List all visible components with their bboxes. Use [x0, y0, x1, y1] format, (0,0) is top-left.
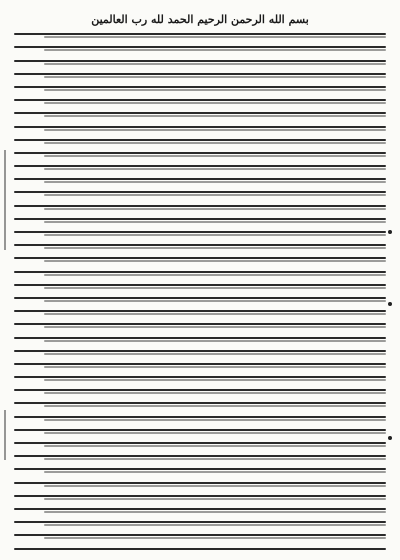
manuscript-line: [14, 107, 386, 119]
manuscript-line: [14, 490, 386, 502]
handwriting-stroke: [14, 41, 386, 53]
handwriting-stroke: [14, 28, 386, 40]
manuscript-line: [14, 424, 386, 436]
handwriting-stroke: [14, 411, 386, 423]
handwriting-stroke: [14, 81, 386, 93]
handwriting-stroke: [14, 397, 386, 409]
manuscript-line: [14, 200, 386, 212]
handwriting-stroke: [14, 239, 386, 251]
handwriting-stroke: [14, 305, 386, 317]
manuscript-line: [14, 332, 386, 344]
margin-mark: [388, 302, 392, 306]
manuscript-line: [14, 94, 386, 106]
handwriting-stroke: [14, 384, 386, 396]
manuscript-line: [14, 371, 386, 383]
manuscript-line: [14, 28, 386, 40]
manuscript-line: [14, 252, 386, 264]
handwriting-stroke: [14, 107, 386, 119]
manuscript-line: [14, 147, 386, 159]
manuscript-line: [14, 186, 386, 198]
handwriting-stroke: [14, 332, 386, 344]
handwriting-stroke: [14, 437, 386, 449]
manuscript-line: [14, 345, 386, 357]
margin-mark: [388, 436, 392, 440]
manuscript-line: [14, 477, 386, 489]
handwriting-stroke: [14, 266, 386, 278]
margin-mark: [388, 230, 392, 234]
handwriting-stroke: [14, 477, 386, 489]
manuscript-line: [14, 213, 386, 225]
manuscript-line: [14, 529, 386, 541]
handwriting-stroke: [14, 147, 386, 159]
handwriting-stroke: [14, 371, 386, 383]
manuscript-line: [14, 292, 386, 304]
manuscript-line: [14, 358, 386, 370]
manuscript-line: [14, 463, 386, 475]
handwriting-stroke: [14, 94, 386, 106]
handwriting-stroke: [14, 55, 386, 67]
handwriting-stroke: [14, 279, 386, 291]
manuscript-line: [14, 160, 386, 172]
manuscript-line: [14, 279, 386, 291]
handwriting-stroke: [14, 68, 386, 80]
handwriting-stroke: [14, 252, 386, 264]
handwriting-stroke: [14, 529, 386, 541]
handwriting-stroke: [14, 121, 386, 133]
manuscript-line: [14, 81, 386, 93]
handwriting-stroke: [14, 503, 386, 515]
handwriting-stroke: [14, 490, 386, 502]
manuscript-line: [14, 318, 386, 330]
manuscript-heading-line: بسم الله الرحمن الرحيم الحمد لله رب العالمين: [91, 13, 309, 26]
handwriting-stroke: [14, 200, 386, 212]
manuscript-line: [14, 134, 386, 146]
manuscript-line: [14, 239, 386, 251]
handwriting-stroke: [14, 463, 386, 475]
handwriting-stroke: [14, 424, 386, 436]
manuscript-line: [14, 305, 386, 317]
manuscript-line: [14, 384, 386, 396]
manuscript-line: [14, 173, 386, 185]
handwriting-stroke: [14, 226, 386, 238]
handwriting-stroke: [14, 213, 386, 225]
handwriting-stroke: [14, 186, 386, 198]
handwriting-stroke: [14, 450, 386, 462]
handwriting-stroke: [14, 134, 386, 146]
manuscript-line: [14, 41, 386, 53]
handwriting-stroke: [14, 318, 386, 330]
handwriting-stroke: [14, 292, 386, 304]
manuscript-line: [14, 503, 386, 515]
manuscript-line: [14, 450, 386, 462]
manuscript-line: [14, 437, 386, 449]
manuscript-line: [14, 55, 386, 67]
manuscript-text: [14, 12, 386, 550]
manuscript-line: [14, 543, 386, 551]
manuscript-line: [14, 411, 386, 423]
manuscript-line: [14, 516, 386, 528]
manuscript-line: [14, 226, 386, 238]
manuscript-line: [14, 68, 386, 80]
handwriting-stroke: [14, 543, 386, 551]
handwriting-stroke: [14, 160, 386, 172]
handwriting-stroke: [14, 173, 386, 185]
handwriting-stroke: [14, 516, 386, 528]
manuscript-line: [14, 397, 386, 409]
handwriting-stroke: [14, 358, 386, 370]
manuscript-line: [14, 121, 386, 133]
manuscript-line: [14, 266, 386, 278]
handwriting-stroke: [14, 345, 386, 357]
